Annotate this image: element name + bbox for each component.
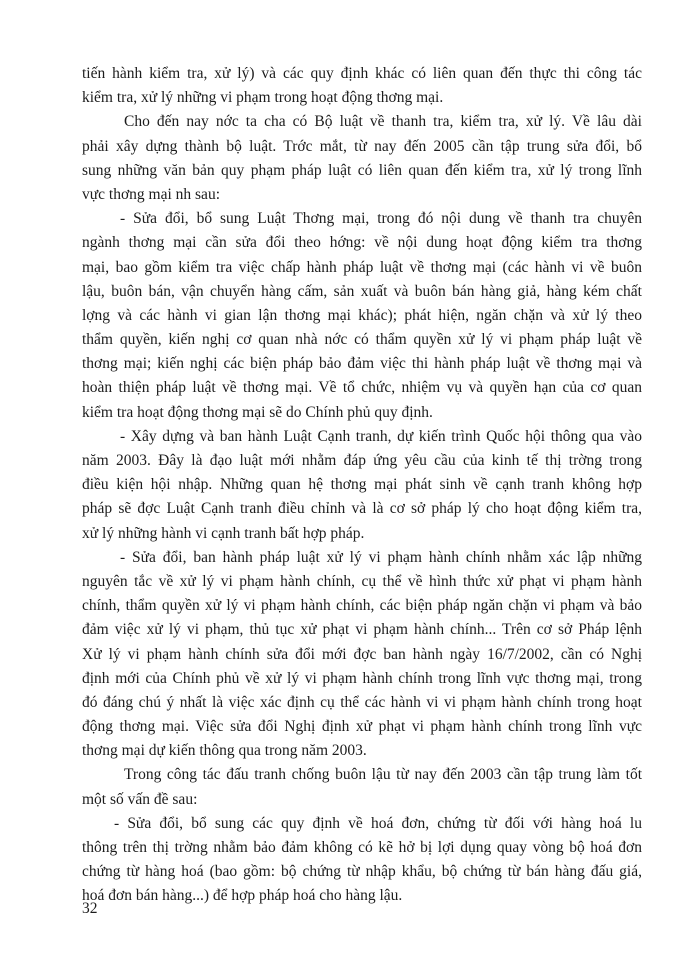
page-number: 32 (82, 900, 98, 917)
document-body (82, 62, 642, 909)
text-line: thơng mại; kiến nghị các biện pháp bảo đảm việc thi hành pháp luật về thơng mại và (82, 355, 642, 373)
text-line: tiến hành kiểm tra, xử lý) và các quy định khác có liên quan đến thực thi công tác (82, 65, 642, 82)
text-line: điều kiện hội nhập. Những quan hệ thơng mại phát sinh về cạnh tranh không hợp (82, 476, 642, 494)
text-line: thơng mại dự kiến thông qua trong năm 2003. (82, 742, 367, 760)
paragraph (82, 546, 642, 764)
text-line: Cho đến nay nớc ta cha có Bộ luật về thanh tra, kiểm tra, xử lý. Về lâu dài (124, 113, 642, 131)
text-line: Trong công tác đấu tranh chống buôn lậu từ nay đến 2003 cần tập trung làm tốt (124, 766, 642, 784)
text-line: đảm việc xử lý vi phạm, thủ tục xử phạt vi phạm hành chính... Trên cơ sở Pháp lệnh (82, 621, 642, 639)
text-line: kiểm tra, xử lý những vi phạm trong hoạt động thơng mại. (82, 89, 444, 107)
paragraph (82, 110, 642, 207)
text-line: lợng và các hành vi gian lận thơng mại khác); phát hiện, ngăn chặn và xử lý theo (82, 306, 642, 324)
text-line: kiểm tra hoạt động thơng mại sẽ do Chính phủ quy định. (82, 403, 433, 421)
text-line: thẩm quyền, kiến nghị cơ quan nhà nớc có thẩm quyền xử lý vi phạm pháp luật về (82, 331, 642, 349)
text-line: - Sửa đổi, bổ sung Luật Thơng mại, trong đó nội dung về thanh tra chuyên (120, 210, 642, 228)
text-line: Xử lý vi phạm hành chính sửa đổi mới đợc ban hành ngày 16/7/2002, cần có Nghị (82, 645, 642, 663)
text-line: sung những văn bản quy phạm pháp luật có liên quan đến kiểm tra, xử lý trong lĩnh (82, 161, 642, 179)
text-line: nguyên tắc về xử lý vi phạm hành chính, cụ thể về hình thức xử phạt vi phạm hành (82, 572, 642, 590)
paragraph (82, 812, 642, 909)
text-line: - Xây dựng và ban hành Luật Cạnh tranh, dự kiến trình Quốc hội thông qua vào (120, 427, 642, 445)
text-line: năm 2003. Đây là đạo luật mới nhằm đáp ứng yêu cầu của kinh tế thị trờng trong (82, 452, 642, 469)
paragraph (82, 62, 642, 110)
text-line: chứng từ hàng hoá (bao gồm: bộ chứng từ nhập khẩu, bộ chứng từ bán hàng đấu giá, (82, 863, 642, 881)
text-line: vực thơng mại nh sau: (82, 185, 220, 203)
paragraph (82, 763, 642, 811)
paragraph (82, 425, 642, 546)
text-line: động thơng mại. Việc sửa đổi Nghị định xử phạt vi phạm hành chính trong lĩnh vực (82, 718, 642, 736)
text-line: mại, bao gồm kiểm tra việc chấp hành pháp luật về thơng mại (các hành vi về buôn (82, 258, 642, 276)
text-line: lậu, buôn bán, vận chuyển hàng cấm, sản xuất và buôn bán hàng giả, hàng kém chất (82, 282, 642, 300)
text-line: thông trên thị trờng nhằm bảo đảm không có kẽ hở bị lợi dụng quay vòng bộ hoá đơn (82, 839, 642, 856)
text-line: một số vấn đề sau: (82, 790, 198, 808)
text-line: phải xây dựng thành bộ luật. Trớc mắt, từ nay đến 2005 cần tập trung sửa đổi, bổ (82, 137, 642, 155)
paragraph (82, 207, 642, 425)
text-line: đó đáng chú ý nhất là việc xác định cụ thể các hành vi vi phạm hành chính trong hoạt (82, 693, 642, 711)
text-line: - Sửa đổi, bổ sung các quy định về hoá đơn, chứng từ đối với hàng hoá lu (114, 814, 642, 832)
text-line: chính, thẩm quyền xử lý vi phạm hành chính, các biện pháp ngăn chặn vi phạm và bảo (82, 597, 642, 615)
text-line: xử lý những hành vi cạnh tranh bất hợp pháp. (82, 524, 365, 542)
text-line: - Sửa đổi, ban hành pháp luật xử lý vi phạm hành chính nhằm xác lập những (120, 548, 642, 566)
text-line: hoàn thiện pháp luật về thơng mại. Về tổ chức, nhiệm vụ và quyền hạn của cơ quan (82, 379, 642, 397)
text-line: ngành thơng mại cần sửa đổi theo hớng: về nội dung hoạt động kiểm tra thơng (82, 234, 642, 252)
text-line: pháp sẽ đợc Luật Cạnh tranh điều chỉnh và là cơ sở pháp lý cho hoạt động kiểm tra, (82, 500, 642, 518)
text-line: hoá đơn bán hàng...) để hợp pháp hoá cho hàng lậu. (82, 887, 403, 905)
text-line: định mới của Chính phủ về xử lý vi phạm hành chính trong lĩnh vực thơng mại, trong (82, 669, 642, 687)
